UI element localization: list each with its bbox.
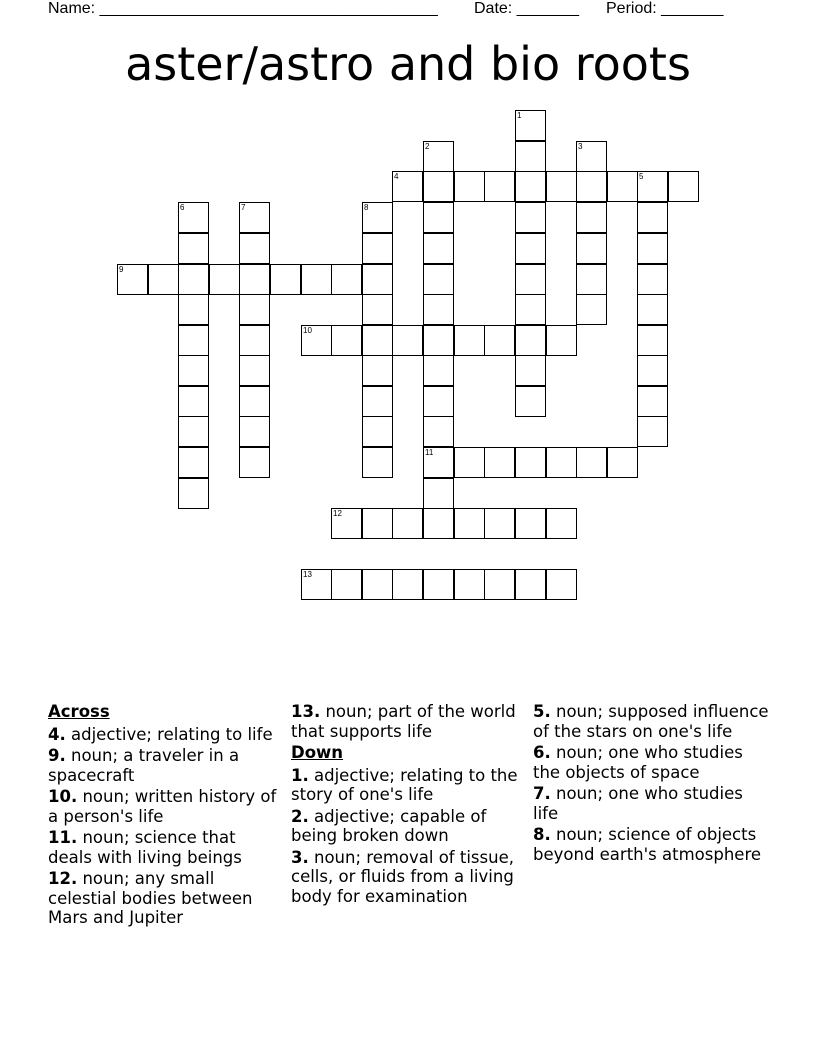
grid-cell [392, 325, 423, 356]
clue-down-2 [291, 807, 523, 846]
grid-cell [576, 233, 607, 264]
grid-cell [239, 325, 270, 356]
grid-cell [454, 171, 485, 202]
clue-down-3 [291, 848, 523, 907]
grid-cell [331, 569, 362, 600]
grid-cell [515, 325, 546, 356]
clue-text: noun; one who studies life [533, 784, 743, 823]
clue-number-label: 13. [291, 702, 321, 721]
clue-across-13 [291, 702, 523, 741]
clue-down-8 [533, 825, 773, 864]
grid-cell [576, 141, 607, 172]
clue-number: 6 [180, 203, 185, 212]
grid-cell [239, 233, 270, 264]
clue-number: 4 [394, 172, 399, 181]
grid-cell [423, 447, 454, 478]
across-heading: Across [48, 702, 110, 721]
grid-cell [423, 294, 454, 325]
clue-across-9 [48, 746, 284, 785]
grid-cell [301, 264, 332, 295]
grid-cell [178, 447, 209, 478]
clue-down-7 [533, 784, 773, 823]
clue-number: 10 [303, 326, 312, 335]
grid-cell [178, 294, 209, 325]
grid-cell [515, 508, 546, 539]
grid-cell [515, 355, 546, 386]
clue-number: 7 [241, 203, 246, 212]
clue-number: 9 [119, 265, 124, 274]
clue-number-label: 1. [291, 765, 309, 785]
clue-number: 8 [364, 203, 369, 212]
grid-cell [668, 171, 699, 202]
clue-text: adjective; relating to life [65, 724, 273, 744]
grid-cell [178, 233, 209, 264]
clue-number-label: 3. [291, 847, 309, 867]
grid-cell [392, 569, 423, 600]
grid-cell [484, 447, 515, 478]
grid-cell [637, 355, 668, 386]
clue-down-5 [533, 702, 773, 741]
clue-number: 2 [425, 142, 430, 151]
clue-across-11 [48, 828, 284, 867]
clue-number-label: 7. [533, 784, 551, 803]
grid-cell [178, 202, 209, 233]
clue-number-label: 6. [533, 743, 551, 762]
grid-cell [178, 478, 209, 509]
grid-cell [546, 508, 577, 539]
grid-cell [362, 447, 393, 478]
clue-text: noun; one who studies the objects of space [533, 743, 743, 782]
grid-cell [178, 325, 209, 356]
clue-down-6 [533, 743, 773, 782]
clue-number-label: 9. [48, 746, 66, 765]
grid-cell [423, 171, 454, 202]
clue-text: noun; written history of a person's life [48, 787, 277, 826]
grid-cell [515, 386, 546, 417]
clue-number-label: 11. [48, 828, 78, 847]
clue-number: 12 [333, 509, 342, 518]
grid-cell [178, 416, 209, 447]
grid-cell [270, 264, 301, 295]
grid-cell [637, 294, 668, 325]
grid-cell [148, 264, 179, 295]
grid-cell [362, 264, 393, 295]
grid-cell [637, 202, 668, 233]
clue-across-12 [48, 869, 284, 928]
grid-cell [362, 202, 393, 233]
clue-number: 3 [578, 142, 583, 151]
clue-number: 11 [425, 448, 434, 457]
clue-number-label: 8. [533, 825, 551, 844]
name-field-label: Name: ______________________________________ [48, 0, 438, 17]
grid-cell [423, 264, 454, 295]
clue-number: 13 [303, 570, 312, 579]
grid-cell [239, 202, 270, 233]
clue-text: adjective; relating to the story of one's life [291, 765, 518, 804]
grid-cell [362, 233, 393, 264]
grid-cell [637, 416, 668, 447]
grid-cell [423, 386, 454, 417]
grid-cell [301, 569, 332, 600]
grid-cell [209, 264, 240, 295]
grid-cell [239, 416, 270, 447]
grid-cell [576, 202, 607, 233]
grid-cell [423, 325, 454, 356]
grid-cell [362, 569, 393, 600]
grid-cell [576, 447, 607, 478]
clue-text: noun; part of the world that supports life [291, 702, 516, 741]
grid-cell [484, 171, 515, 202]
clues-column-2 [291, 702, 523, 908]
grid-cell [239, 355, 270, 386]
clues-column-3 [533, 702, 773, 866]
grid-cell [331, 264, 362, 295]
clue-number-label: 5. [533, 702, 551, 721]
grid-cell [423, 141, 454, 172]
grid-cell [637, 386, 668, 417]
clue-down-1 [291, 766, 523, 805]
grid-cell [515, 264, 546, 295]
page-title: aster/astro and bio roots [125, 37, 691, 91]
grid-cell [515, 447, 546, 478]
grid-cell [454, 569, 485, 600]
grid-cell [454, 325, 485, 356]
grid-cell [423, 355, 454, 386]
grid-cell [576, 171, 607, 202]
grid-cell [546, 325, 577, 356]
clue-text: noun; science of objects beyond earth's atmosphere [533, 825, 762, 864]
grid-cell [239, 447, 270, 478]
grid-cell [607, 171, 638, 202]
clue-across-4 [48, 725, 284, 745]
clue-number-label: 12. [48, 869, 78, 888]
grid-cell [484, 325, 515, 356]
grid-cell [546, 447, 577, 478]
grid-cell [423, 478, 454, 509]
grid-cell [239, 264, 270, 295]
clue-text: noun; supposed influence of the stars on one's life [533, 702, 769, 741]
grid-cell [576, 264, 607, 295]
grid-cell [546, 569, 577, 600]
grid-cell [331, 325, 362, 356]
grid-cell [515, 110, 546, 141]
clues-column-1 [48, 702, 284, 930]
grid-cell [423, 202, 454, 233]
clue-number-label: 10. [48, 787, 78, 806]
down-heading: Down [291, 743, 344, 762]
grid-cell [362, 508, 393, 539]
grid-cell [515, 569, 546, 600]
grid-cell [178, 355, 209, 386]
grid-cell [637, 264, 668, 295]
clue-number-label: 2. [291, 806, 309, 826]
clue-text: noun; science that deals with living beings [48, 828, 242, 867]
grid-cell [515, 202, 546, 233]
grid-cell [576, 294, 607, 325]
grid-cell [117, 264, 148, 295]
clue-across-10 [48, 787, 284, 826]
grid-cell [301, 325, 332, 356]
grid-cell [362, 386, 393, 417]
grid-cell [423, 569, 454, 600]
clue-text: adjective; capable of being broken down [291, 806, 487, 845]
grid-cell [362, 294, 393, 325]
grid-cell [454, 508, 485, 539]
grid-cell [178, 386, 209, 417]
grid-cell [362, 416, 393, 447]
grid-cell [484, 508, 515, 539]
grid-cell [239, 386, 270, 417]
grid-cell [515, 141, 546, 172]
grid-cell [515, 171, 546, 202]
clue-number-label: 4. [48, 724, 66, 744]
clue-text: noun; a traveler in a spacecraft [48, 746, 240, 785]
grid-cell [454, 447, 485, 478]
grid-cell [515, 233, 546, 264]
clue-text: noun; removal of tissue, cells, or fluids from a living body for examination [291, 847, 514, 906]
grid-cell [637, 325, 668, 356]
grid-cell [392, 508, 423, 539]
grid-cell [423, 416, 454, 447]
grid-cell [178, 264, 209, 295]
grid-cell [423, 508, 454, 539]
grid-cell [515, 294, 546, 325]
period-field-label: Period: _______ [606, 0, 724, 17]
grid-cell [362, 355, 393, 386]
grid-cell [362, 325, 393, 356]
clue-number: 1 [517, 111, 522, 120]
grid-cell [239, 294, 270, 325]
grid-cell [607, 447, 638, 478]
grid-cell [484, 569, 515, 600]
clue-text: noun; any small celestial bodies between Mars and Jupiter [48, 869, 253, 927]
grid-cell [392, 171, 423, 202]
clue-number: 5 [639, 172, 644, 181]
grid-cell [423, 233, 454, 264]
date-field-label: Date: _______ [474, 0, 579, 17]
grid-cell [637, 171, 668, 202]
grid-cell [637, 233, 668, 264]
grid-cell [331, 508, 362, 539]
grid-cell [546, 171, 577, 202]
